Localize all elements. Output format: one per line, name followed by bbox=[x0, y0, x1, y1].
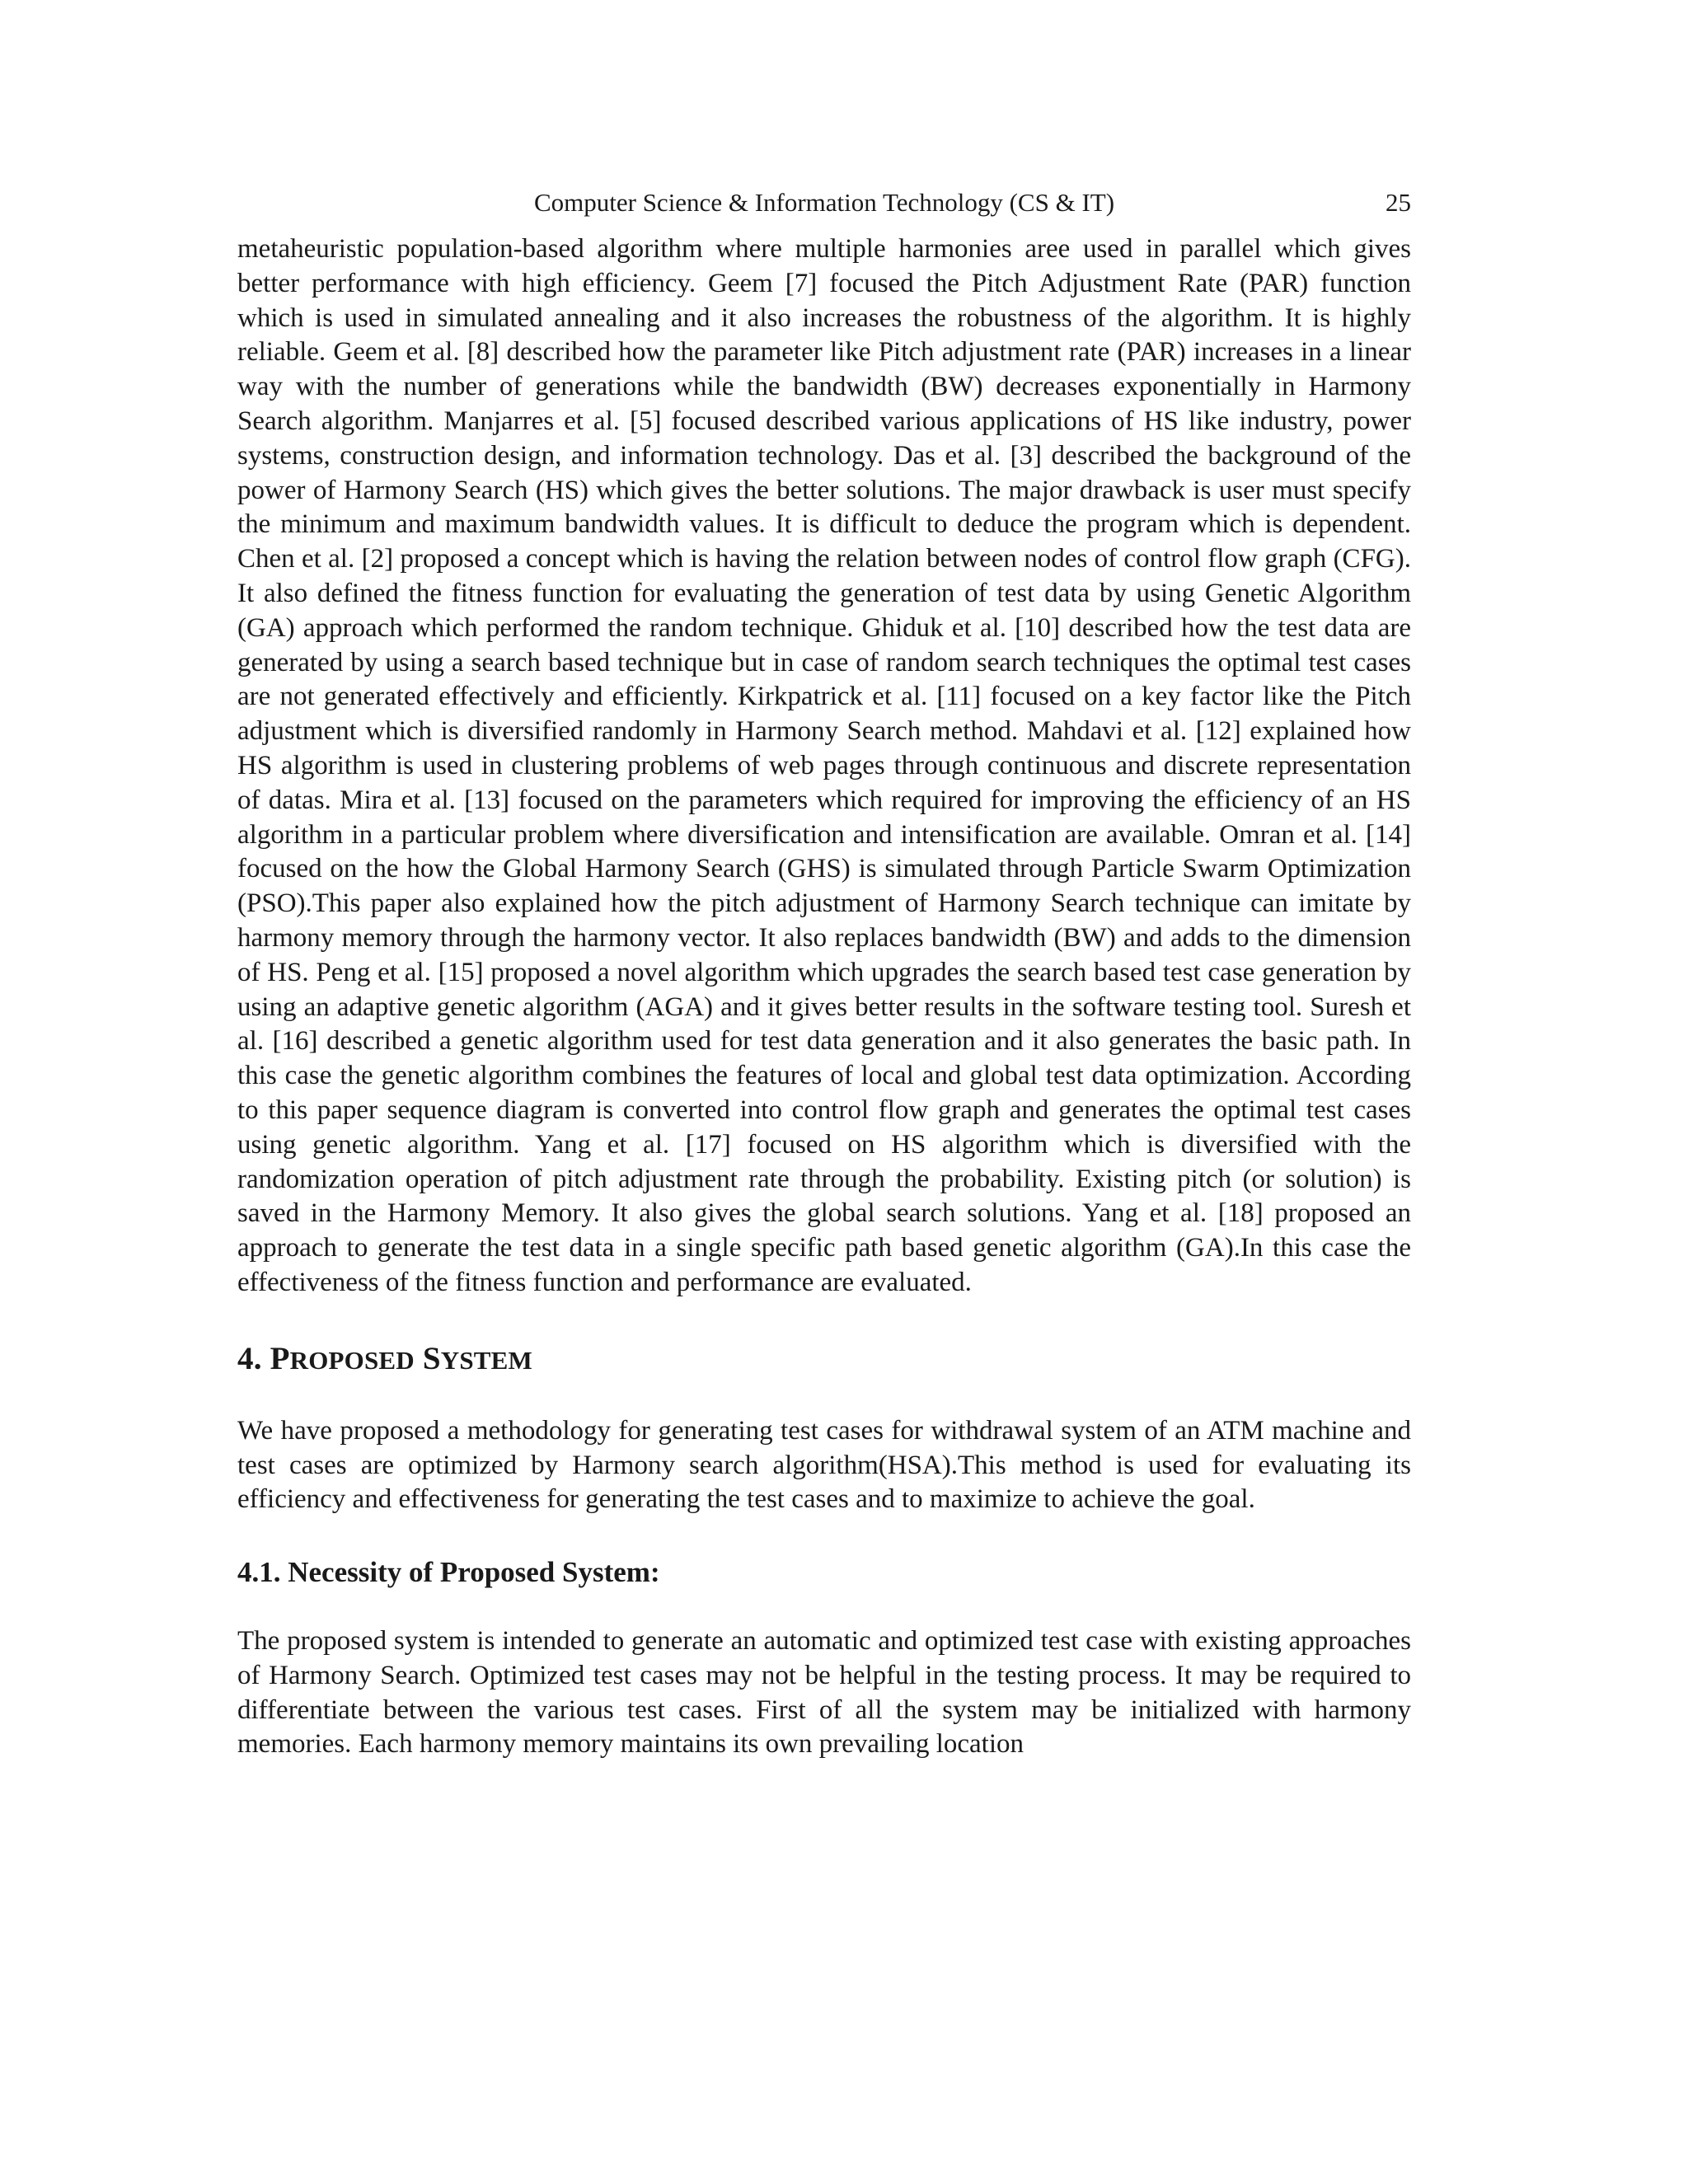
section-heading-proposed-system bbox=[237, 1338, 1411, 1381]
running-header bbox=[237, 180, 1411, 226]
section-title-rest-1: ROPOSED bbox=[289, 1345, 415, 1375]
paper-page bbox=[237, 180, 1411, 1762]
proposed-system-paragraph: We have proposed a methodology for generating test cases for withdrawal system of an ATM machine and test cases are optimized by Harmony search algorithm(HSA).This method is used for evaluating its efficiency and effectiveness for generating the test cases and to maximize to achieve the goal. bbox=[237, 1415, 1411, 1515]
subsection-heading-necessity: 4.1. Necessity of Proposed System: bbox=[237, 1556, 660, 1589]
page-number: 25 bbox=[1386, 188, 1411, 217]
journal-title: Computer Science & Information Technology (CS & IT) bbox=[533, 188, 1115, 217]
section-title-initial-p: P bbox=[270, 1340, 290, 1376]
literature-paragraph: metaheuristic population-based algorithm where multiple harmonies aree used in parallel which gives better performance with high efficiency. Geem [7] focused the Pitch Adjustment Rate (PAR) function which is used in simulated annealing and it also increases the robustness of the algorithm. It is highly reliable. Geem et al. [8] described how the parameter like Pitch adjustment rate (PAR) increases in a linear way with the number of generations while the bandwidth (BW) decreases exponentially in Harmony Search algorithm. Manjarres et al. [5] focused described various applications of HS like industry, power systems, construction design, and information technology. Das et al. [3] described the background of the power of Harmony Search (HS) which gives the better solutions. The major drawback is user must specify the minimum and maximum bandwidth values. It is difficult to deduce the program which is dependent. Chen et al. [2] proposed a concept which is having the relation between nodes of control flow graph (CFG). It also defined the fitness function for evaluating the generation of test data by using Genetic Algorithm (GA) approach which performed the random technique. Ghiduk et al. [10] described how the test data are generated by using a search based technique but in case of random search techniques the optimal test cases are not generated effectively and efficiently. Kirkpatrick et al. [11] focused on a key factor like the Pitch adjustment which is diversified randomly in Harmony Search method. Mahdavi et al. [12] explained how HS algorithm is used in clustering problems of web pages through continuous and discrete representation of datas. Mira et al. [13] focused on the parameters which required for improving the efficiency of an HS algorithm in a particular problem where diversification and intensification are available. Omran et al. [14] focused on the how the Global Harmony Search (GHS) is simulated through Particle Swarm Optimization (PSO).This paper also explained how the pitch adjustment of Harmony Search technique can imitate by harmony memory through the harmony vector. It also replaces bandwidth (BW) and adds to the dimension of HS. Peng et al. [15] proposed a novel algorithm which upgrades the search based test case generation by using an adaptive genetic algorithm (AGA) and it gives better results in the software testing tool. Suresh et al. [16] described a genetic algorithm used for test data generation and it also generates the basic path. In this case the genetic algorithm combines the features of local and global test data optimization. According to this paper sequence diagram is converted into control flow graph and generates the optimal test cases using genetic algorithm. Yang et al. [17] focused on HS algorithm which is diversified with the randomization operation of pitch adjustment rate through the probability. Existing pitch (or solution) is saved in the Harmony Memory. It also gives the global search solutions. Yang et al. [18] proposed an approach to generate the test data in a single specific path based genetic algorithm (GA).In this case the effectiveness of the fitness function and performance are evaluated. bbox=[237, 234, 1411, 1297]
section-number: 4. bbox=[237, 1340, 262, 1376]
section-title-rest-2: YSTEM bbox=[440, 1345, 532, 1375]
section-title-initial-s: S bbox=[422, 1340, 441, 1376]
necessity-paragraph: The proposed system is intended to generate an automatic and optimized test case with existing approaches of Harmony Search. Optimized test cases may not be helpful in the testing process. It may be required to differentiate between the various test cases. First of all the system may be initialized with harmony memories. Each harmony memory maintains its own prevailing location bbox=[237, 1626, 1411, 1760]
